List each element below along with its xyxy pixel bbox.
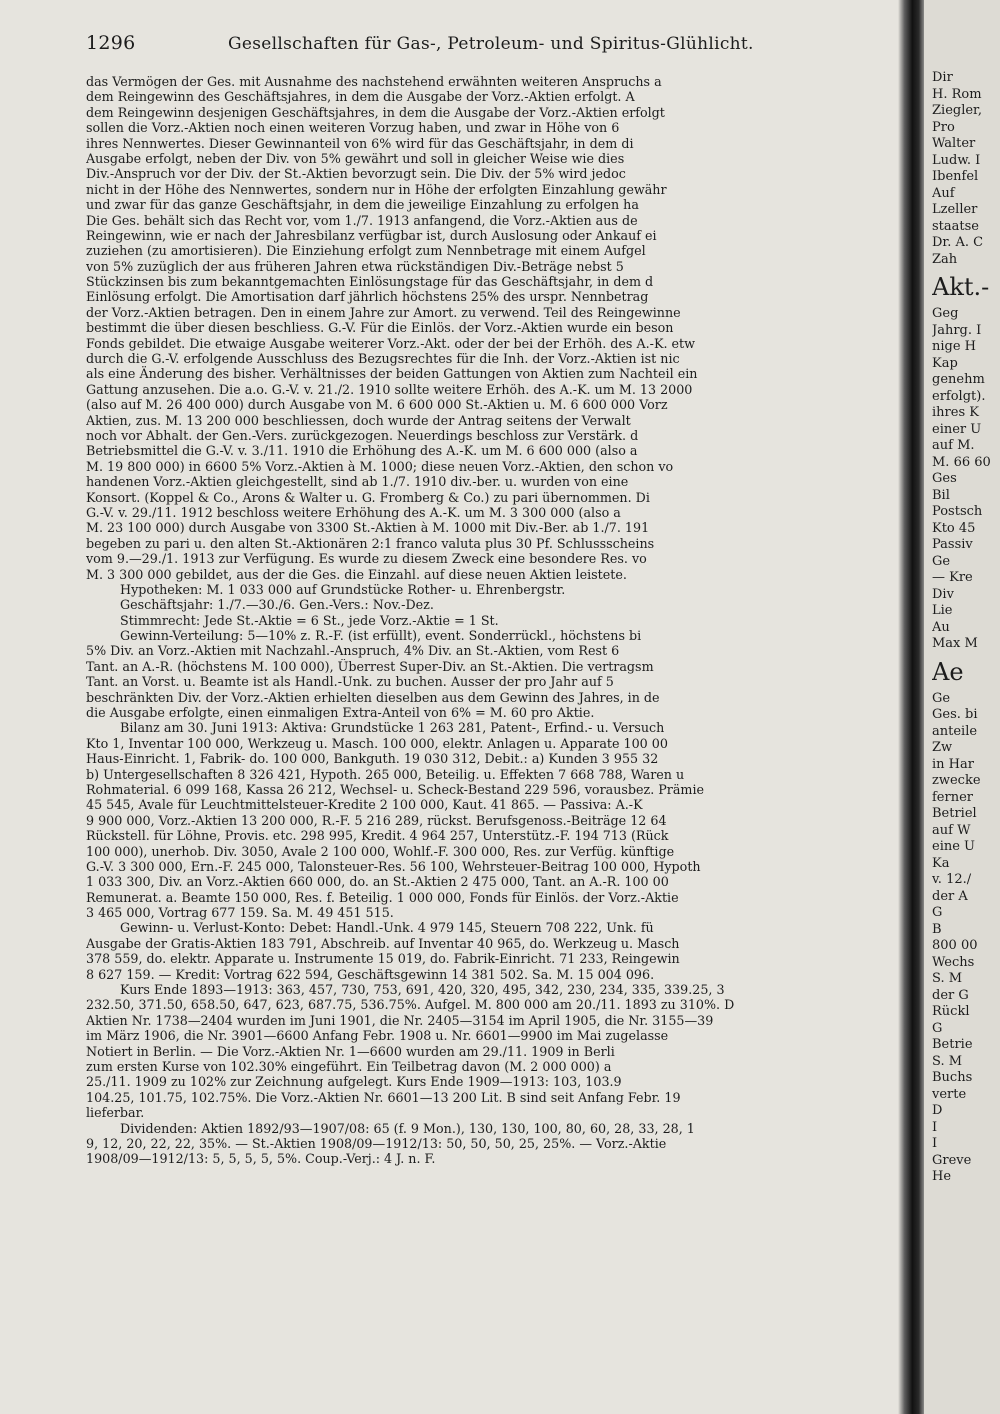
right-page-fragment: eine U xyxy=(932,839,976,854)
right-page-fragment: Pro xyxy=(932,119,955,135)
right-page-fragment: Ibenfel xyxy=(932,169,979,184)
text-line: Die Ges. behält sich das Recht vor, vom 1./7. 1913 anfangend, die Vorz.-Aktien aus de xyxy=(86,212,638,228)
right-page-fragment: Betrie xyxy=(932,1037,973,1052)
text-line: Aktien Nr. 1738—2404 wurden im Juni 1901, die Nr. 2405—3154 im April 1905, die Nr. 3155—39 xyxy=(86,1012,714,1028)
text-line: Gewinn- u. Verlust-Konto: Debet: Handl.-Unk. 4 979 145, Steuern 708 222, Unk. fü xyxy=(120,920,654,936)
text-line: Div.-Anspruch vor der Div. der St.-Aktien bevorzugt sein. Die Div. der 5% wird jedoc xyxy=(86,166,626,182)
running-title: Gesellschaften für Gas-, Petroleum- und Spiritus-Glühlicht. xyxy=(228,34,754,54)
right-page-fragment: Lzeller xyxy=(932,202,978,217)
text-line: Rohmaterial. 6 099 168, Kassa 26 212, Wechsel- u. Scheck-Bestand 229 596, vorausbez. Prämie xyxy=(86,781,705,797)
text-line: Kurs Ende 1893—1913: 363, 457, 730, 753, 691, 420, 320, 495, 342, 230, 234, 335, 339.25, 3 xyxy=(120,982,725,998)
text-line: Haus-Einricht. 1, Fabrik- do. 100 000, Bankguth. 19 030 312, Debit.: a) Kunden 3 955 32 xyxy=(86,751,659,767)
right-page-fragment: M. 66 60 xyxy=(932,454,991,470)
right-page-fragment: Rückl xyxy=(932,1004,970,1019)
right-page-fragment: Ludw. I xyxy=(932,152,981,168)
right-page-fragment: einer U xyxy=(932,421,982,437)
right-page-fragment: G xyxy=(932,905,943,920)
text-line: Gattung anzusehen. Die a.o. G.-V. v. 21./2. 1910 sollte weitere Erhöh. des A.-K. um M. 13 2000 xyxy=(86,381,693,397)
text-line: 25./11. 1909 zu 102% zur Zeichnung aufgelegt. Kurs Ende 1909—1913: 103, 103.9 xyxy=(86,1074,622,1090)
right-page-fragment: B xyxy=(932,921,942,937)
text-line: lieferbar. xyxy=(86,1105,145,1121)
text-line: Betriebsmittel die G.-V. v. 3./11. 1910 die Erhöhung des A.-K. um M. 6 600 000 (also a xyxy=(86,443,638,459)
text-line: Tant. an A.-R. (höchstens M. 100 000), Überrest Super-Div. an St.-Aktien. Die vertragsm xyxy=(86,658,654,674)
right-page-fragment: Auf xyxy=(932,185,955,201)
text-line: M. 23 100 000) durch Ausgabe von 3300 St.-Aktien à M. 1000 mit Div.-Ber. ab 1./7. 191 xyxy=(86,520,650,536)
text-line: 9 900 000, Vorz.-Aktien 13 200 000, R.-F. 5 216 289, rückst. Berufsgenoss.-Beiträge 12 64 xyxy=(86,812,667,828)
right-page-fragment: zwecke xyxy=(932,773,981,788)
text-line: zum ersten Kurse von 102.30% eingeführt. Ein Teilbetrag davon (M. 2 000 000) a xyxy=(86,1059,612,1074)
text-line: im März 1906, die Nr. 3901—6600 Anfang Febr. 1908 u. Nr. 6601—9900 im Mai zugelasse xyxy=(86,1028,669,1044)
text-line: M. 3 300 000 gebildet, aus der die Ges. die Einzahl. auf diese neuen Aktien leistete. xyxy=(86,566,627,582)
right-page-fragment: Au xyxy=(932,619,950,635)
right-page-fragment: Ge xyxy=(932,690,951,706)
text-line: Konsort. (Koppel & Co., Arons & Walter u. G. Fromberg & Co.) zu pari übernommen. Di xyxy=(86,489,650,505)
text-line: 9, 12, 20, 22, 22, 35%. — St.-Aktien 1908/09—1912/13: 50, 50, 50, 25, 25%. — Vorz.-Aktie xyxy=(86,1135,667,1151)
right-page-fragment: Dr. A. C xyxy=(932,235,984,250)
text-line: 1 033 300, Div. an Vorz.-Aktien 660 000, do. an St.-Aktien 2 475 000, Tant. an A.-R. 100 00 xyxy=(86,874,669,890)
text-line: 3 465 000, Vortrag 677 159. Sa. M. 49 451 515. xyxy=(86,905,394,921)
text-line: sollen die Vorz.-Aktien noch einen weiteren Vorzug haben, und zwar in Höhe von 6 xyxy=(86,120,620,136)
right-page-fragment: Akt.- xyxy=(932,273,990,301)
right-page-fragment: der A xyxy=(932,888,968,904)
right-page-fragment: der G xyxy=(932,987,969,1003)
right-page-fragment: Geg xyxy=(932,306,959,321)
right-page-fragment: erfolgt). xyxy=(932,388,986,404)
text-line: 232.50, 371.50, 658.50, 647, 623, 687.75, 536.75%. Aufgel. M. 800 000 am 20./11. 1893 zu 310%. D xyxy=(86,997,735,1013)
right-page-fragment: Kto 45 xyxy=(932,520,976,536)
text-line: Ausgabe erfolgt, neben der Div. von 5% gewährt und soll in gleicher Weise wie dies xyxy=(86,150,625,166)
right-page-fragment: Passiv xyxy=(932,537,973,552)
right-page-fragment: Ge xyxy=(932,553,951,569)
right-page-fragment: Greve xyxy=(932,1152,972,1168)
right-page-fragment: staatse xyxy=(932,218,979,234)
text-line: 104.25, 101.75, 102.75%. Die Vorz.-Aktien Nr. 6601—13 200 Lit. B sind seit Anfang Febr. 19 xyxy=(86,1089,681,1105)
book-gutter xyxy=(898,0,924,1414)
text-line: Remunerat. a. Beamte 150 000, Res. f. Beteilig. 1 000 000, Fonds für Einlös. der Vorz.-Aktie xyxy=(86,889,679,905)
main-text-block xyxy=(86,74,878,1404)
right-page-fragment: in Har xyxy=(932,756,974,772)
right-page-fragment: — Kre xyxy=(932,570,973,585)
text-line: Aktien, zus. M. 13 200 000 beschliessen, doch wurde der Antrag seitens der Verwalt xyxy=(86,412,631,428)
text-line: Einlösung erfolgt. Die Amortisation darf jährlich höchstens 25% des urspr. Nennbetrag xyxy=(86,289,649,305)
right-page-fragment: Betriel xyxy=(932,806,977,821)
right-page-fragment: verte xyxy=(932,1086,967,1102)
right-page-fragment: Walter xyxy=(932,136,976,151)
right-page-fragment: S. M xyxy=(932,1053,963,1069)
text-line: dem Reingewinn des Geschäftsjahres, in dem die Ausgabe der Vorz.-Aktien erfolgt. A xyxy=(86,89,635,105)
right-page-fragment: H. Rom xyxy=(932,86,982,102)
text-line: Hypotheken: M. 1 033 000 auf Grundstücke Rother- u. Ehrenbergstr. xyxy=(120,581,566,597)
text-line: von 5% zuzüglich der aus früheren Jahren etwa rückständigen Div.-Beträge nebst 5 xyxy=(86,258,624,274)
page-header xyxy=(86,32,876,60)
right-page-fragment: Postsch xyxy=(932,504,983,519)
right-page-fragment: Jahrg. I xyxy=(932,322,982,338)
right-page-fragment: I xyxy=(932,1136,938,1151)
right-page-fragment: auf M. xyxy=(932,438,975,453)
text-line: und zwar für das ganze Geschäftsjahr, in dem die jeweilige Einzahlung zu erfolgen ha xyxy=(86,197,639,213)
right-page-fragment: 800 00 xyxy=(932,938,978,953)
text-line: die Ausgabe erfolgte, einen einmaligen Extra-Anteil von 6% = M. 60 pro Aktie. xyxy=(86,705,595,721)
right-page-fragment: Lie xyxy=(932,603,953,618)
text-line: Notiert in Berlin. — Die Vorz.-Aktien Nr. 1—6600 wurden am 29./11. 1909 in Berli xyxy=(86,1043,615,1059)
text-line: Stimmrecht: Jede St.-Aktie = 6 St., jede Vorz.-Aktie = 1 St. xyxy=(120,612,499,628)
page-number: 1296 xyxy=(86,32,136,54)
right-page-fragment: Dir xyxy=(932,70,953,85)
right-page-fragment: Wechs xyxy=(932,954,975,970)
text-line: begeben zu pari u. den alten St.-Aktionären 2:1 franco valuta plus 30 Pf. Schlussscheins xyxy=(86,535,655,551)
right-page-fragment: Kap xyxy=(932,355,958,371)
text-line: beschränkten Div. der Vorz.-Aktien erhielten dieselben aus dem Gewinn des Jahres, in de xyxy=(86,689,660,705)
text-line: 1908/09—1912/13: 5, 5, 5, 5, 5%. Coup.-Verj.: 4 J. n. F. xyxy=(86,1151,436,1167)
right-page-fragment: G xyxy=(932,1020,943,1036)
right-page-fragment: He xyxy=(932,1169,952,1184)
text-line: als eine Änderung des bisher. Verhältnisses der beiden Gattungen von Aktien zum Nachteil ein xyxy=(86,366,698,382)
right-page-fragment: Bil xyxy=(932,487,950,503)
text-line: handenen Vorz.-Aktien gleichgestellt, sind ab 1./7. 1910 div.-ber. u. wurden von eine xyxy=(86,474,629,490)
text-line: zuziehen (zu amortisieren). Die Einziehung erfolgt zum Nennbetrage mit einem Aufgel xyxy=(86,243,646,259)
right-page-fragment: v. 12./ xyxy=(932,872,972,887)
right-page-fragment: Zw xyxy=(932,740,953,755)
text-line: M. 19 800 000) in 6600 5% Vorz.-Aktien à M. 1000; diese neuen Vorz.-Aktien, den schon vo xyxy=(86,458,674,474)
text-line: Dividenden: Aktien 1892/93—1907/08: 65 (f. 9 Mon.), 130, 130, 100, 80, 60, 28, 33, 28, 1 xyxy=(120,1120,695,1136)
right-page-fragment: Div xyxy=(932,586,954,602)
right-page-fragment: Ziegler, xyxy=(932,103,982,118)
right-page-fragment: nige H xyxy=(932,339,977,354)
text-line: Kto 1, Inventar 100 000, Werkzeug u. Masch. 100 000, elektr. Anlagen u. Apparate 100 00 xyxy=(86,735,668,751)
text-line: b) Untergesellschaften 8 326 421, Hypoth. 265 000, Beteilig. u. Effekten 7 668 788, Waren u xyxy=(86,766,685,782)
right-page-text-fragments xyxy=(932,70,1000,1410)
text-line: bestimmt die über diesen beschliess. G.-V. Für die Einlös. der Vorz.-Aktien wurde ein beson xyxy=(86,320,674,336)
text-line: 8 627 159. — Kredit: Vortrag 622 594, Geschäftsgewinn 14 381 502. Sa. M. 15 004 096. xyxy=(86,966,655,982)
text-line: durch die G.-V. erfolgende Ausschluss des Bezugsrechtes für die Inh. der Vorz.-Aktien ist nic xyxy=(86,351,680,367)
text-line: Stückzinsen bis zum bekanntgemachten Einlösungstage für das Geschäftsjahr, in dem d xyxy=(86,274,654,290)
right-page-fragment: auf W xyxy=(932,822,971,838)
right-page-fragment: I xyxy=(932,1119,938,1135)
text-line: der Vorz.-Aktien betragen. Den in einem Jahre zur Amort. zu verwend. Teil des Reingewinne xyxy=(86,304,681,320)
text-line: Tant. an Vorst. u. Beamte ist als Handl.-Unk. zu buchen. Ausser der pro Jahr auf 5 xyxy=(86,674,614,690)
text-line: Gewinn-Verteilung: 5—10% z. R.-F. (ist erfüllt), event. Sonderrückl., höchstens bi xyxy=(120,628,642,644)
text-line: vom 9.—29./1. 1913 zur Verfügung. Es wurde zu diesem Zweck eine besondere Res. vo xyxy=(86,551,647,567)
text-line: 378 559, do. elektr. Apparate u. Instrumente 15 019, do. Fabrik-Einricht. 71 233, Reingewin xyxy=(86,951,680,967)
right-page-fragment: Ka xyxy=(932,855,950,871)
text-line: Reingewinn, wie er nach der Jahresbilanz verfügbar ist, durch Auslosung oder Ankauf ei xyxy=(86,227,657,243)
text-line: Fonds gebildet. Die etwaige Ausgabe weiterer Vorz.-Akt. oder der bei der Erhöh. des A.-K. etw xyxy=(86,335,695,351)
right-page-fragment: Ges xyxy=(932,471,957,486)
right-page-fragment: ferner xyxy=(932,789,973,805)
text-line: 5% Div. an Vorz.-Aktien mit Nachzahl.-Anspruch, 4% Div. an St.-Aktien, vom Rest 6 xyxy=(86,643,620,659)
text-line: 45 545, Avale für Leuchtmittelsteuer-Kredite 2 100 000, Kaut. 41 865. — Passiva: A.-K xyxy=(86,797,643,813)
right-page-fragment: S. M xyxy=(932,971,963,986)
right-page-fragment: Ae xyxy=(932,657,964,686)
right-page-fragment: Zah xyxy=(932,251,958,267)
right-page-fragment: Max M xyxy=(932,636,978,651)
text-line: 100 000), unerhob. Div. 3050, Avale 2 100 000, Wohlf.-F. 300 000, Res. zur Verfüg. künftige xyxy=(86,843,675,859)
text-line: Bilanz am 30. Juni 1913: Aktiva: Grundstücke 1 263 281, Patent-, Erfind.- u. Versuch xyxy=(120,720,665,736)
text-line: Ausgabe der Gratis-Aktien 183 791, Abschreib. auf Inventar 40 965, do. Werkzeug u. Masch xyxy=(86,935,680,951)
right-page-fragment: D xyxy=(932,1103,943,1118)
right-page-edge xyxy=(924,0,1000,1414)
right-page-fragment: Ges. bi xyxy=(932,707,978,722)
right-page-fragment: anteile xyxy=(932,723,978,739)
text-line: (also auf M. 26 400 000) durch Ausgabe von M. 6 600 000 St.-Aktien u. M. 6 600 000 Vorz xyxy=(86,397,668,413)
text-line: G.-V. 3 300 000, Ern.-F. 245 000, Talonsteuer-Res. 56 100, Wehrsteuer-Beitrag 100 000, Hypoth xyxy=(86,858,701,874)
right-page-fragment: ihres K xyxy=(932,405,979,420)
text-line: dem Reingewinn desjenigen Geschäftsjahres, in dem die Ausgabe der Vorz.-Aktien erfolgt xyxy=(86,104,665,120)
text-line: ihres Nennwertes. Dieser Gewinnanteil von 6% wird für das Geschäftsjahr, in dem di xyxy=(86,135,634,151)
text-line: Geschäftsjahr: 1./7.—30./6. Gen.-Vers.: Nov.-Dez. xyxy=(120,597,434,613)
text-line: nicht in der Höhe des Nennwertes, sondern nur in Höhe der erfolgten Einzahlung gewähr xyxy=(86,181,667,197)
right-page-fragment: Buchs xyxy=(932,1070,973,1085)
text-line: das Vermögen der Ges. mit Ausnahme des nachstehend erwähnten weiteren Anspruchs a xyxy=(86,74,662,89)
text-line: noch vor Abhalt. der Gen.-Vers. zurückgezogen. Neuerdings beschloss zur Verstärk. d xyxy=(86,427,639,443)
text-line: Rückstell. für Löhne, Provis. etc. 298 995, Kredit. 4 964 257, Unterstütz.-F. 194 713 (Rück xyxy=(86,828,669,844)
text-line: G.-V. v. 29./11. 1912 beschloss weitere Erhöhung des A.-K. um M. 3 300 000 (also a xyxy=(86,504,621,520)
right-page-fragment: genehm xyxy=(932,372,985,387)
